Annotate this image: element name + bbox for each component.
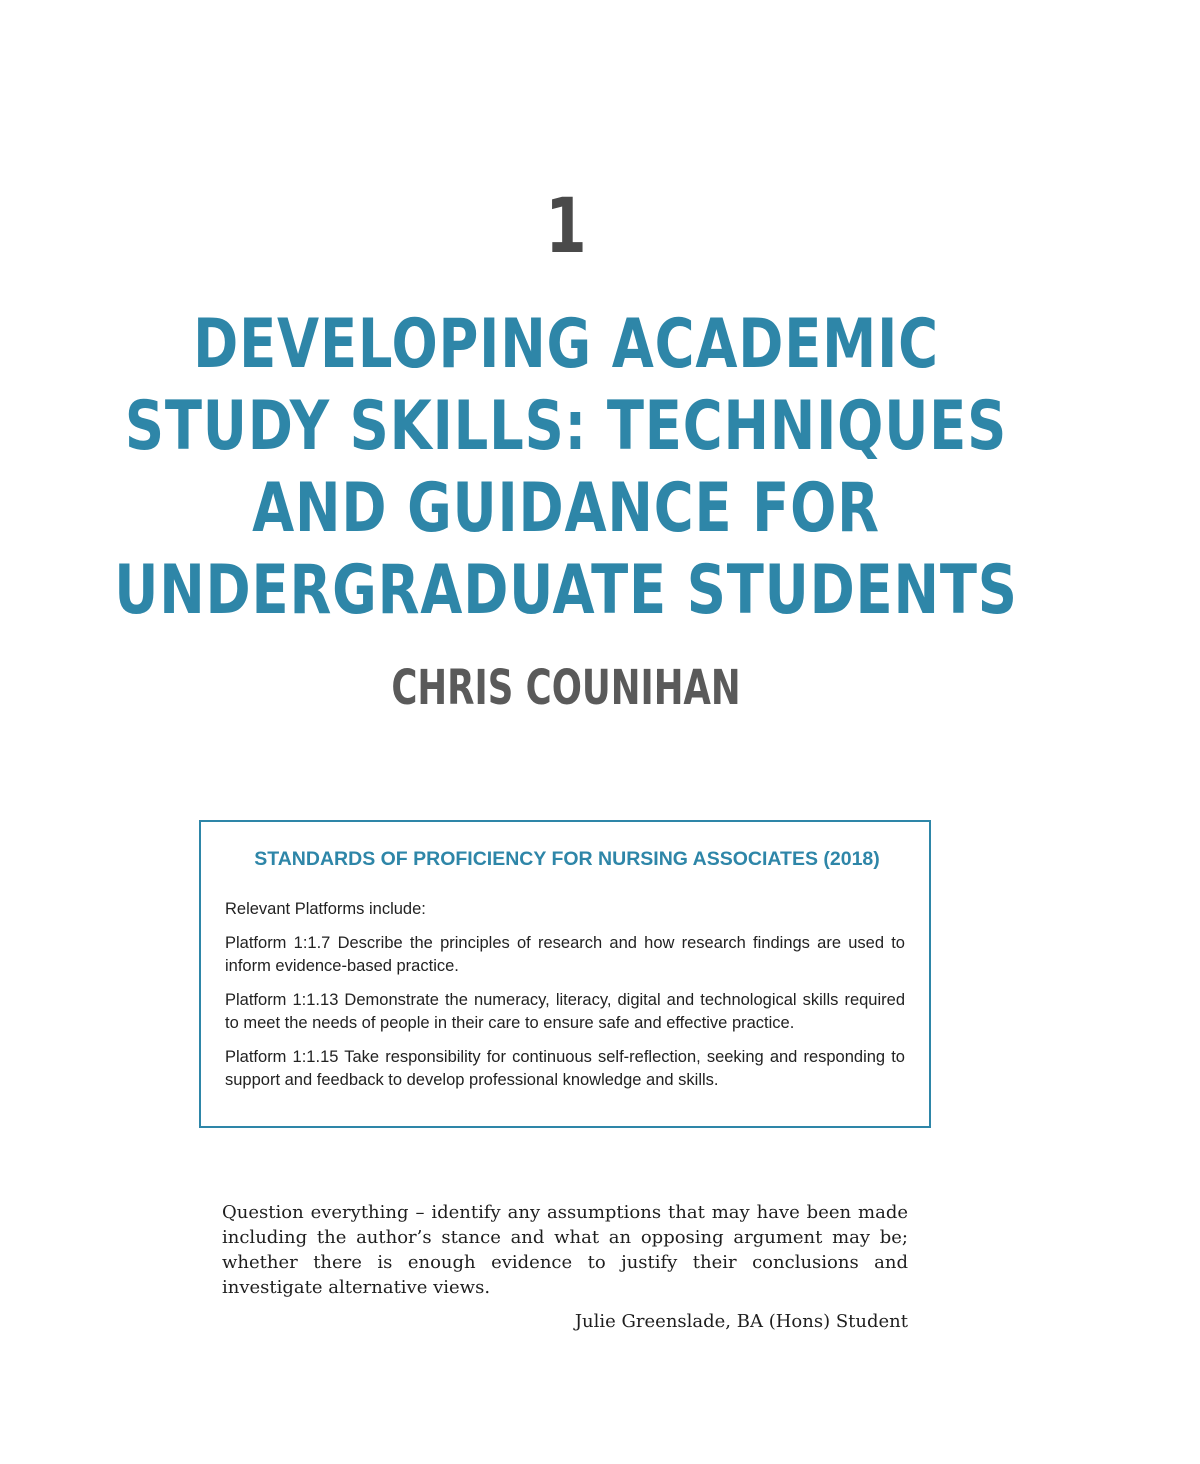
chapter-title-line: AND GUIDANCE FOR [252,469,880,548]
epigraph-quote: Question everything – identify any assumptions that may have been made including the author’s stance and what an opposing argument may be; whether there is enough evidence to justify their conclusions and investigate alternative views. [222,1202,908,1298]
chapter-number: 1 [545,181,587,270]
chapter-title-line: DEVELOPING ACADEMIC [193,305,939,384]
platform-item: Platform 1:1.7 Describe the principles of research and how research findings are used to inform evidence-based practice. [225,934,905,975]
epigraph-attribution: Julie Greenslade, BA (Hons) Student [574,1311,908,1332]
chapter-title-line: STUDY SKILLS: TECHNIQUES [124,387,1008,466]
standards-intro: Relevant Platforms include: [225,900,426,918]
chapter-author: CHRIS COUNIHAN [391,660,741,716]
standards-box [199,820,931,1128]
platform-item: Platform 1:1.13 Demonstrate the numeracy, literacy, digital and technological skills required to meet the needs of people in their care to ensure safe and effective practice. [225,991,905,1032]
platform-item: Platform 1:1.15 Take responsibility for continuous self-reflection, seeking and responding to support and feedback to develop professional knowledge and skills. [225,1048,905,1089]
chapter-title-line: UNDERGRADUATE STUDENTS [114,551,1018,630]
standards-heading: STANDARDS OF PROFICIENCY FOR NURSING ASSOCIATES (2018) [254,848,880,870]
chapter-title [113,304,1019,632]
standards-body [225,898,905,1103]
